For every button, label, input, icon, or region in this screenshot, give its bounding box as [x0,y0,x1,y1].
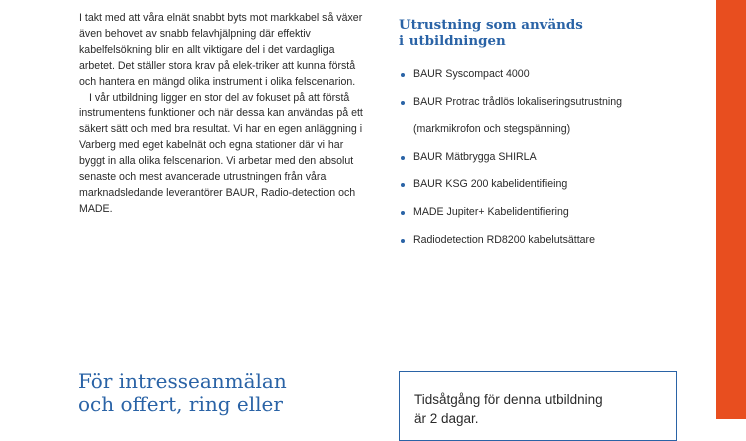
equipment-list [401,61,701,254]
duration-text [414,390,664,428]
intro-paragraph-1: I takt med att våra elnät snabbt byts mot markkabel så växer även behovet av snabb felavhjälpning där effektiv kabelfelsökning blir en allt viktigare del i det vardagliga arbetet. Det ställer stora krav på elek-triker att kunna förstå och hantera en mängd olika instrument i olika felscenarion. [79,12,363,88]
list-item: BAUR Syscompact 4000 [401,61,701,89]
intro-text [79,11,369,218]
equipment-heading [399,17,619,49]
list-item: BAUR Mätbrygga SHIRLA [401,144,701,172]
equipment-heading-line-2: i utbildningen [399,33,506,49]
list-item: Radiodetection RD8200 kabelutsättare [401,227,701,255]
orange-accent-bar [716,0,746,419]
contact-heading-line-1: För intresseanmälan [78,369,287,393]
duration-line-2: är 2 dagar. [414,411,479,426]
list-item-continuation: (markmikrofon och stegspänning) [413,123,571,136]
equipment-heading-line-1: Utrustning som används [399,17,583,33]
list-item: MADE Jupiter+ Kabelidentifiering [401,199,701,227]
list-item: BAUR KSG 200 kabelidentifieing [401,171,701,199]
contact-heading-line-2: och offert, ring eller [78,392,283,416]
duration-line-1: Tidsåtgång för denna utbildning [414,392,603,407]
intro-paragraph-2: I vår utbildning ligger en stor del av fokuset på att förstå instrumentens funktioner och när dessa kan användas på ett säkert sätt och med bra resultat. Vi har en egen anläggning i Varberg med eget kabelnät och egna stationer där vi har byggt in alla olika felscenarion. Vi arbetar med den absolut senaste och mest avancerade utrustningen från våra marknadsledande leverantörer BAUR, Radio-detection och MADE. [79,91,363,215]
duration-info-box [399,371,677,441]
list-item: BAUR Protrac trådlös lokaliseringsutrustning [401,89,701,117]
contact-heading [78,370,368,416]
